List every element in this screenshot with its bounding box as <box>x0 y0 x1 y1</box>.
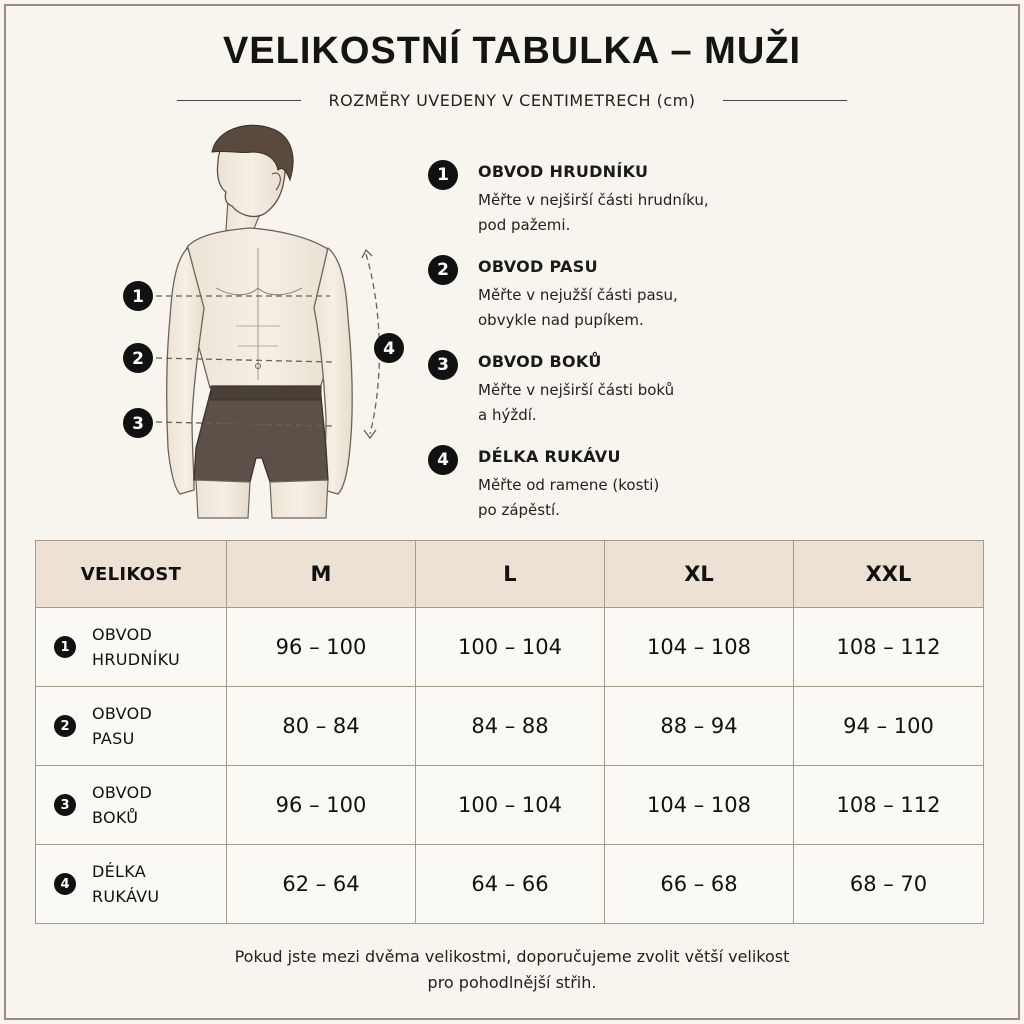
column-header-xl: XL <box>605 541 794 608</box>
legend-title: OBVOD BOKŮ <box>478 352 602 371</box>
table-cell: 84 – 88 <box>416 687 605 766</box>
table-cell: 104 – 108 <box>605 608 794 687</box>
footnote <box>0 944 1024 996</box>
legend-item-waist <box>428 253 808 348</box>
legend-number: 3 <box>428 350 458 380</box>
size-table <box>35 540 984 924</box>
row-number: 2 <box>54 715 76 737</box>
legend-description <box>478 473 798 523</box>
table-row-waist <box>36 687 984 766</box>
svg-text:2: 2 <box>132 349 144 369</box>
column-header-m: M <box>227 541 416 608</box>
legend-number: 1 <box>428 160 458 190</box>
table-cell: 68 – 70 <box>794 845 984 924</box>
row-number: 3 <box>54 794 76 816</box>
legend-desc-line: Měřte v nejširší části hrudníku, <box>478 191 709 209</box>
row-label-text: OBVOD HRUDNÍKU <box>92 625 181 669</box>
table-cell: 96 – 100 <box>227 608 416 687</box>
svg-text:4: 4 <box>383 339 395 359</box>
column-header-size: VELIKOST <box>36 541 227 608</box>
row-label <box>36 766 227 845</box>
subtitle-rule-left <box>177 100 301 101</box>
body-figure <box>100 118 430 528</box>
subtitle: ROZMĚRY UVEDENY V CENTIMETRECH (cm) <box>328 90 696 110</box>
table-cell: 108 – 112 <box>794 766 984 845</box>
table-cell: 104 – 108 <box>605 766 794 845</box>
row-number: 1 <box>54 636 76 658</box>
table-row-hips <box>36 766 984 845</box>
legend-description <box>478 188 798 238</box>
row-label-text: OBVOD PASU <box>92 704 153 748</box>
legend-item-chest <box>428 158 808 253</box>
table-row-sleeve <box>36 845 984 924</box>
marker-4 <box>374 333 404 363</box>
measurement-legend <box>428 158 808 538</box>
footnote-line: pro pohodlnější střih. <box>427 973 597 992</box>
marker-2 <box>123 343 153 373</box>
marker-1 <box>123 281 153 311</box>
page-title: VELIKOSTNÍ TABULKA – MUŽI <box>222 30 802 72</box>
row-label <box>36 608 227 687</box>
table-cell: 64 – 66 <box>416 845 605 924</box>
table-cell: 108 – 112 <box>794 608 984 687</box>
table-cell: 94 – 100 <box>794 687 984 766</box>
legend-desc-line: Měřte od ramene (kosti) <box>478 476 660 494</box>
legend-desc-line: Měřte v nejužší části pasu, <box>478 286 678 304</box>
table-cell: 100 – 104 <box>416 766 605 845</box>
legend-description <box>478 378 798 428</box>
table-header-row <box>36 541 984 608</box>
legend-item-hips <box>428 348 808 443</box>
row-label-text: OBVOD BOKŮ <box>92 783 153 827</box>
svg-text:3: 3 <box>132 414 144 434</box>
legend-desc-line: pod pažemi. <box>478 216 571 234</box>
column-header-l: L <box>416 541 605 608</box>
legend-number: 2 <box>428 255 458 285</box>
table-cell: 62 – 64 <box>227 845 416 924</box>
svg-text:1: 1 <box>132 287 144 307</box>
legend-title: OBVOD HRUDNÍKU <box>478 162 649 181</box>
legend-number: 4 <box>428 445 458 475</box>
legend-desc-line: obvykle nad pupíkem. <box>478 311 644 329</box>
man-illustration <box>100 118 430 528</box>
table-cell: 100 – 104 <box>416 608 605 687</box>
legend-title: DÉLKA RUKÁVU <box>478 447 621 466</box>
legend-description <box>478 283 798 333</box>
legend-desc-line: a hýždí. <box>478 406 537 424</box>
row-number: 4 <box>54 873 76 895</box>
table-cell: 88 – 94 <box>605 687 794 766</box>
footnote-line: Pokud jste mezi dvěma velikostmi, doporučujeme zvolit větší velikost <box>234 947 790 966</box>
legend-desc-line: Měřte v nejširší části boků <box>478 381 675 399</box>
marker-3 <box>123 408 153 438</box>
table-cell: 96 – 100 <box>227 766 416 845</box>
row-label <box>36 845 227 924</box>
legend-title: OBVOD PASU <box>478 257 598 276</box>
row-label-text: DÉLKA RUKÁVU <box>92 862 160 906</box>
table-cell: 66 – 68 <box>605 845 794 924</box>
table-cell: 80 – 84 <box>227 687 416 766</box>
legend-item-sleeve <box>428 443 808 538</box>
table-row-chest <box>36 608 984 687</box>
subtitle-rule-right <box>723 100 847 101</box>
row-label <box>36 687 227 766</box>
subtitle-row <box>0 88 1024 112</box>
legend-desc-line: po zápěstí. <box>478 501 560 519</box>
column-header-xxl: XXL <box>794 541 984 608</box>
